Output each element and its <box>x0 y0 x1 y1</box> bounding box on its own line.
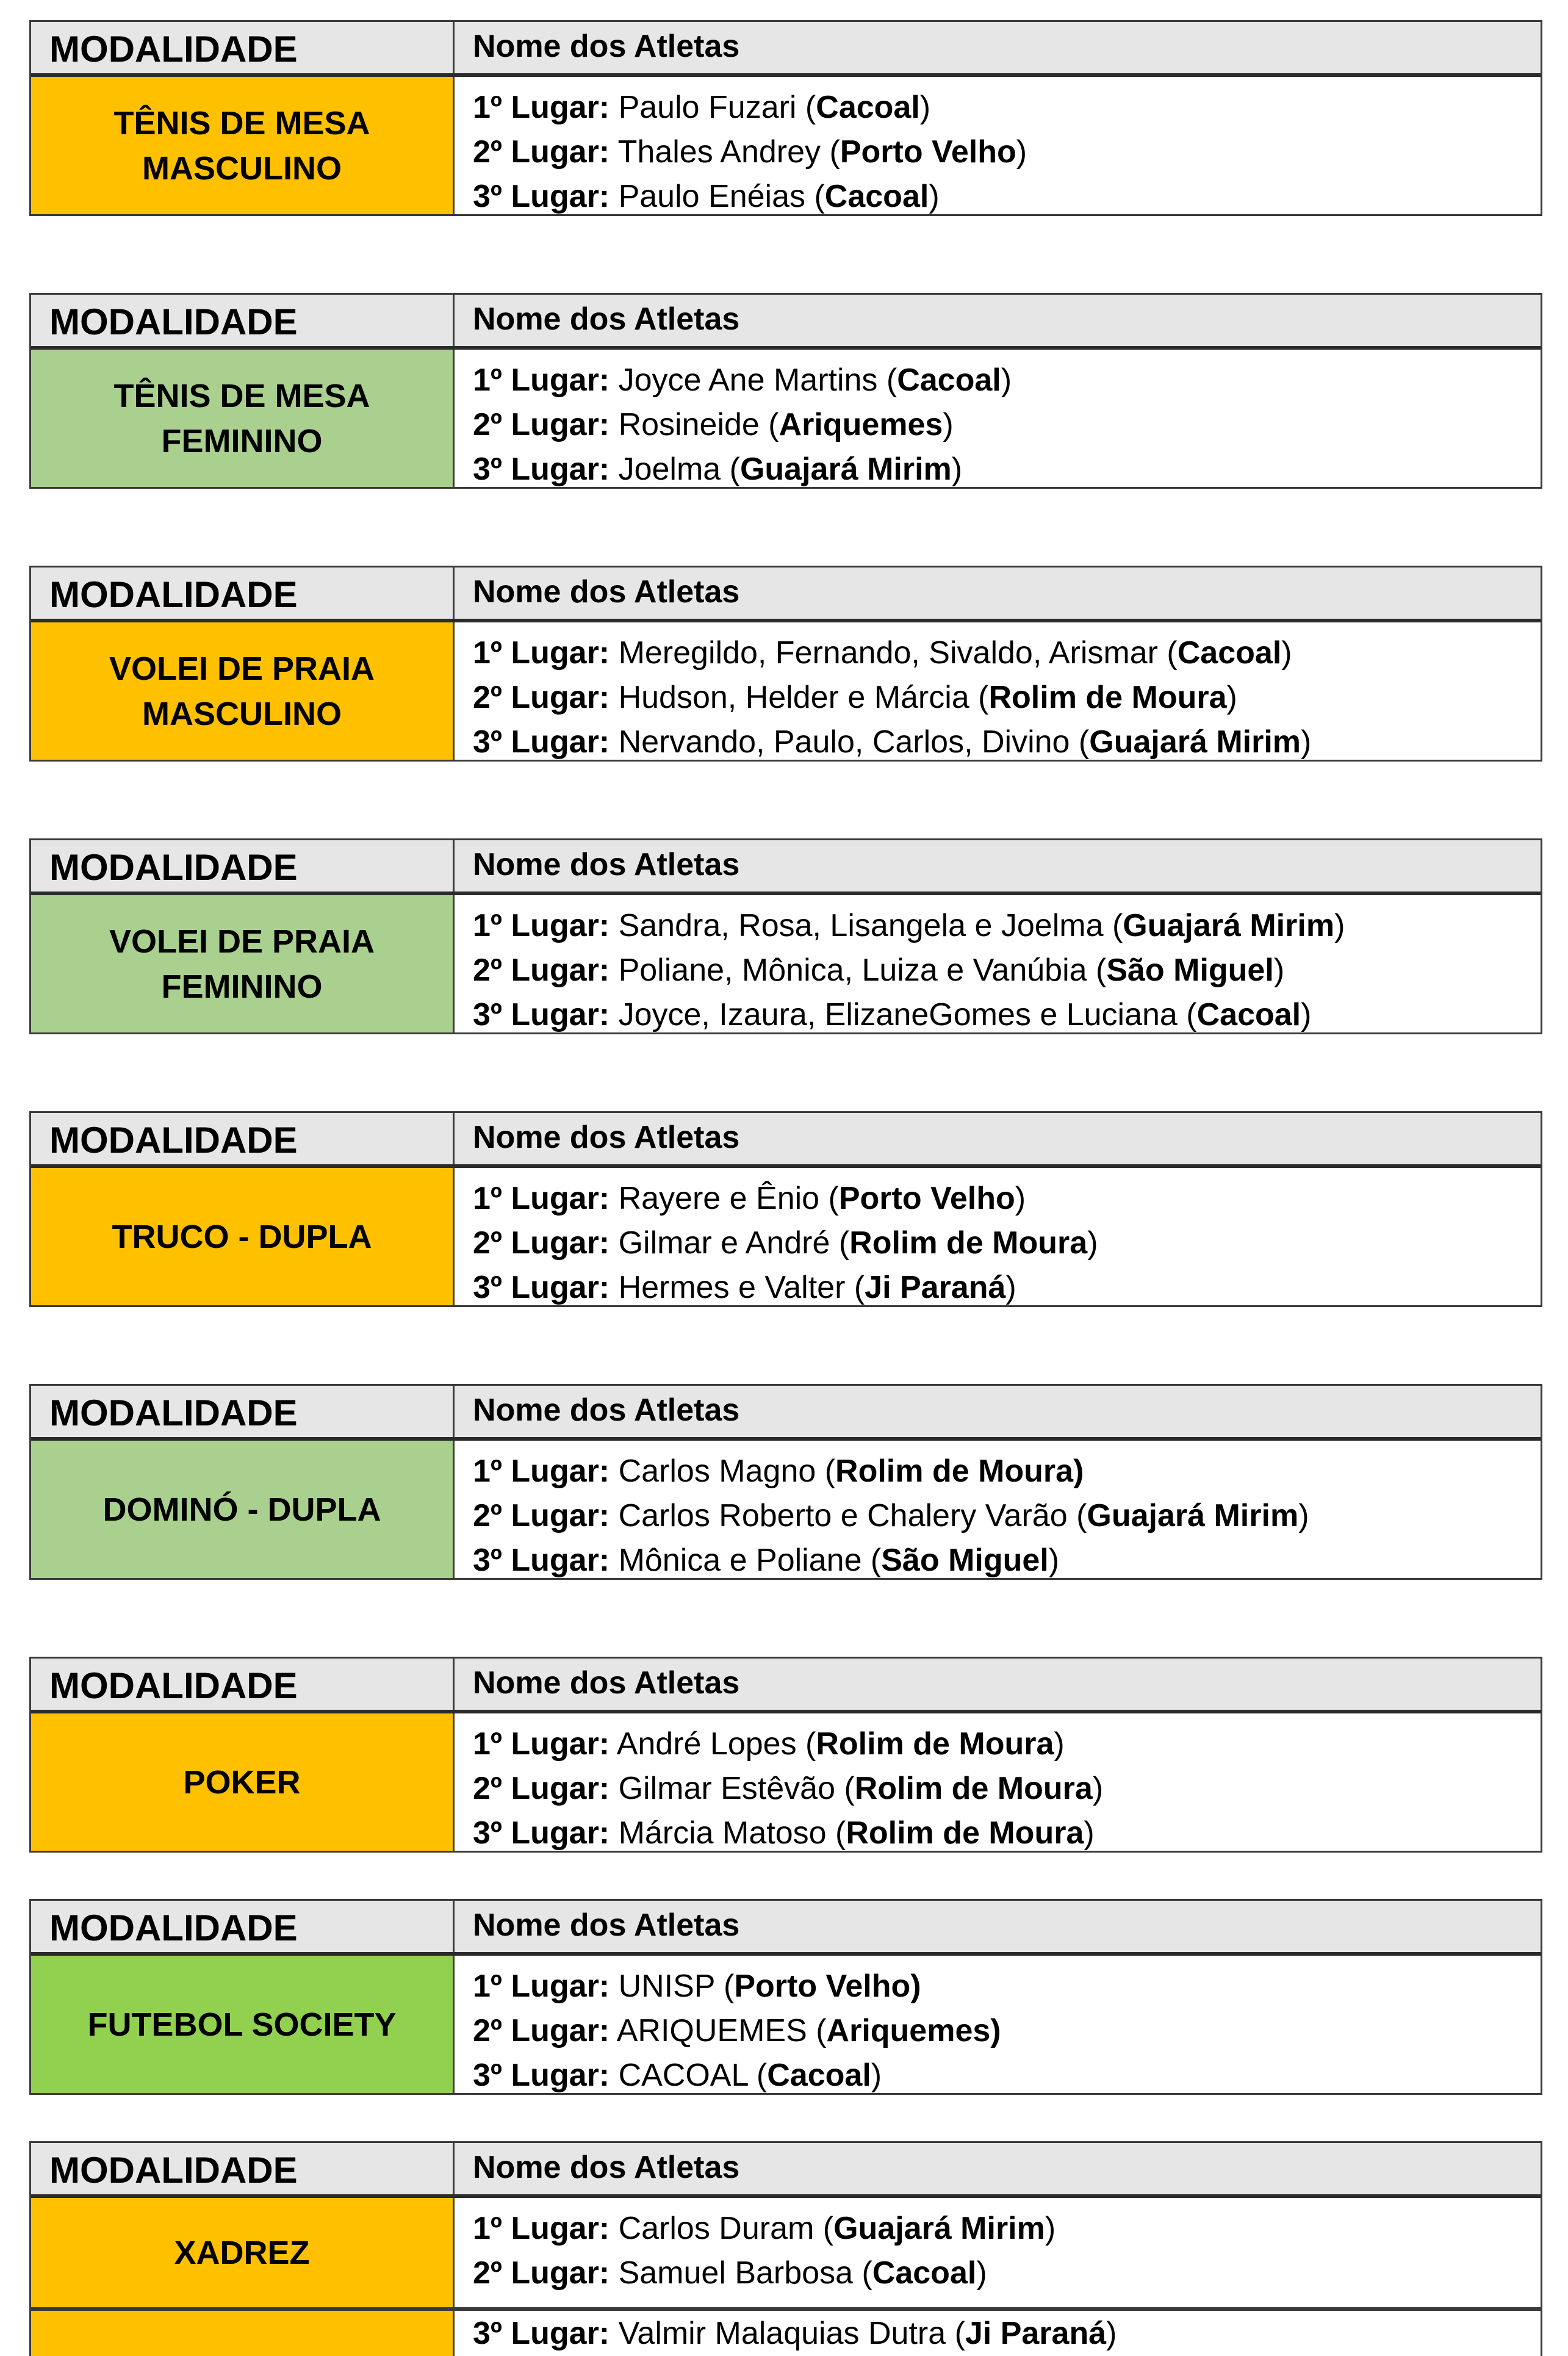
results-table-tenis-mesa-feminino <box>29 293 1542 489</box>
results-table-truco-dupla <box>29 1111 1542 1307</box>
result-line-2nd: 2º Lugar: Carlos Roberto e Chalery Varão (Guajará Mirim) <box>473 1498 1309 1533</box>
athletes-header: Nome dos Atletas <box>473 1907 740 1943</box>
table-header <box>31 1113 1541 1168</box>
result-line-3rd: 3º Lugar: Hermes e Valter (Ji Paraná) <box>473 1270 1016 1305</box>
result-line-3rd: 3º Lugar: CACOAL (Cacoal) <box>473 2058 882 2093</box>
table-header <box>31 840 1541 895</box>
modalidade-header: MODALIDADE <box>31 22 455 73</box>
modalidade-header: MODALIDADE <box>31 1386 455 1437</box>
results-cell <box>455 895 1541 1032</box>
table-header <box>31 567 1541 622</box>
category-cell: TÊNIS DE MESA MASCULINO <box>31 77 455 214</box>
results-cell <box>455 1441 1541 1578</box>
results-table-volei-praia-feminino <box>29 838 1542 1034</box>
result-line-2nd: 2º Lugar: Thales Andrey (Porto Velho) <box>473 134 1027 170</box>
modalidade-header: MODALIDADE <box>31 1659 455 1710</box>
result-line-2nd: 2º Lugar: ARIQUEMES (Ariquemes) <box>473 2013 1001 2048</box>
athletes-header: Nome dos Atletas <box>473 1120 740 1155</box>
table-header <box>31 1659 1541 1713</box>
results-table-volei-praia-masculino <box>29 566 1542 762</box>
result-line-3rd: 3º Lugar: Márcia Matoso (Rolim de Moura) <box>473 1815 1095 1851</box>
result-line-1st: 1º Lugar: Rayere e Ênio (Porto Velho) <box>473 1181 1026 1216</box>
category-cell-continued <box>31 2311 455 2356</box>
athletes-header: Nome dos Atletas <box>473 301 740 337</box>
modalidade-header: MODALIDADE <box>31 1901 455 1952</box>
category-cell: DOMINÓ - DUPLA <box>31 1441 455 1578</box>
modalidade-header: MODALIDADE <box>31 295 455 346</box>
results-cell <box>455 2198 1541 2307</box>
result-line-1st: 1º Lugar: Paulo Fuzari (Cacoal) <box>473 90 931 125</box>
result-line-1st: 1º Lugar: Carlos Duram (Guajará Mirim) <box>473 2211 1056 2246</box>
modalidade-header: MODALIDADE <box>31 840 455 892</box>
result-line-2nd: 2º Lugar: Poliane, Mônica, Luiza e Vanúbia (São Miguel) <box>473 953 1285 988</box>
result-line-1st: 1º Lugar: Sandra, Rosa, Lisangela e Joelma (Guajará Mirim) <box>473 908 1345 943</box>
result-line-2nd: 2º Lugar: Rosineide (Ariquemes) <box>473 407 954 442</box>
result-line-2nd: 2º Lugar: Hudson, Helder e Márcia (Rolim de Moura) <box>473 680 1237 715</box>
category-cell: VOLEI DE PRAIA FEMININO <box>31 895 455 1032</box>
athletes-header: Nome dos Atletas <box>473 574 740 610</box>
table-header <box>31 2143 1541 2198</box>
results-cell <box>455 350 1541 487</box>
result-line-2nd: 2º Lugar: Gilmar Estêvão (Rolim de Moura) <box>473 1771 1104 1806</box>
results-table-tenis-mesa-masculino <box>29 20 1542 216</box>
category-cell: XADREZ <box>31 2198 455 2307</box>
result-line-1st: 1º Lugar: Carlos Magno (Rolim de Moura) <box>473 1454 1084 1489</box>
modalidade-header: MODALIDADE <box>31 567 455 619</box>
athletes-header: Nome dos Atletas <box>473 847 740 882</box>
athletes-header: Nome dos Atletas <box>473 29 740 64</box>
category-cell: FUTEBOL SOCIETY <box>31 1956 455 2093</box>
athletes-header: Nome dos Atletas <box>473 1392 740 1428</box>
result-line-3rd: 3º Lugar: Valmir Malaquias Dutra (Ji Paraná) <box>473 2316 1117 2351</box>
result-line-2nd: 2º Lugar: Gilmar e André (Rolim de Moura) <box>473 1225 1098 1261</box>
result-line-1st: 1º Lugar: Joyce Ane Martins (Cacoal) <box>473 362 1012 398</box>
result-line-3rd: 3º Lugar: Joelma (Guajará Mirim) <box>473 452 963 487</box>
athletes-header: Nome dos Atletas <box>473 2150 740 2185</box>
results-cell <box>455 77 1541 214</box>
category-cell: POKER <box>31 1713 455 1851</box>
table-header <box>31 1901 1541 1956</box>
result-line-1st: 1º Lugar: André Lopes (Rolim de Moura) <box>473 1726 1065 1762</box>
table-header <box>31 22 1541 77</box>
category-cell: TRUCO - DUPLA <box>31 1168 455 1305</box>
category-cell: TÊNIS DE MESA FEMININO <box>31 350 455 487</box>
results-cell <box>455 1713 1541 1851</box>
results-cell <box>455 622 1541 760</box>
table-header <box>31 1386 1541 1441</box>
result-line-3rd: 3º Lugar: Mônica e Poliane (São Miguel) <box>473 1543 1060 1578</box>
category-cell: VOLEI DE PRAIA MASCULINO <box>31 622 455 760</box>
table-header <box>31 295 1541 350</box>
result-line-2nd: 2º Lugar: Samuel Barbosa (Cacoal) <box>473 2255 987 2291</box>
modalidade-header: MODALIDADE <box>31 1113 455 1164</box>
athletes-header: Nome dos Atletas <box>473 1665 740 1701</box>
result-line-1st: 1º Lugar: Meregildo, Fernando, Sivaldo, Arismar (Cacoal) <box>473 635 1292 671</box>
result-line-3rd: 3º Lugar: Nervando, Paulo, Carlos, Divino (Guajará Mirim) <box>473 724 1312 760</box>
results-table-futebol-society <box>29 1899 1542 2095</box>
result-line-1st: 1º Lugar: UNISP (Porto Velho) <box>473 1969 921 2004</box>
results-cell-continued <box>455 2311 1541 2356</box>
result-line-3rd: 3º Lugar: Paulo Enéias (Cacoal) <box>473 179 940 214</box>
results-cell <box>455 1168 1541 1305</box>
results-cell <box>455 1956 1541 2093</box>
results-table-domino-dupla <box>29 1384 1542 1580</box>
results-table-xadrez-continued <box>29 2309 1542 2356</box>
results-table-xadrez <box>29 2141 1542 2309</box>
results-table-poker <box>29 1657 1542 1853</box>
result-line-3rd: 3º Lugar: Joyce, Izaura, ElizaneGomes e Luciana (Cacoal) <box>473 997 1312 1032</box>
modalidade-header: MODALIDADE <box>31 2143 455 2194</box>
